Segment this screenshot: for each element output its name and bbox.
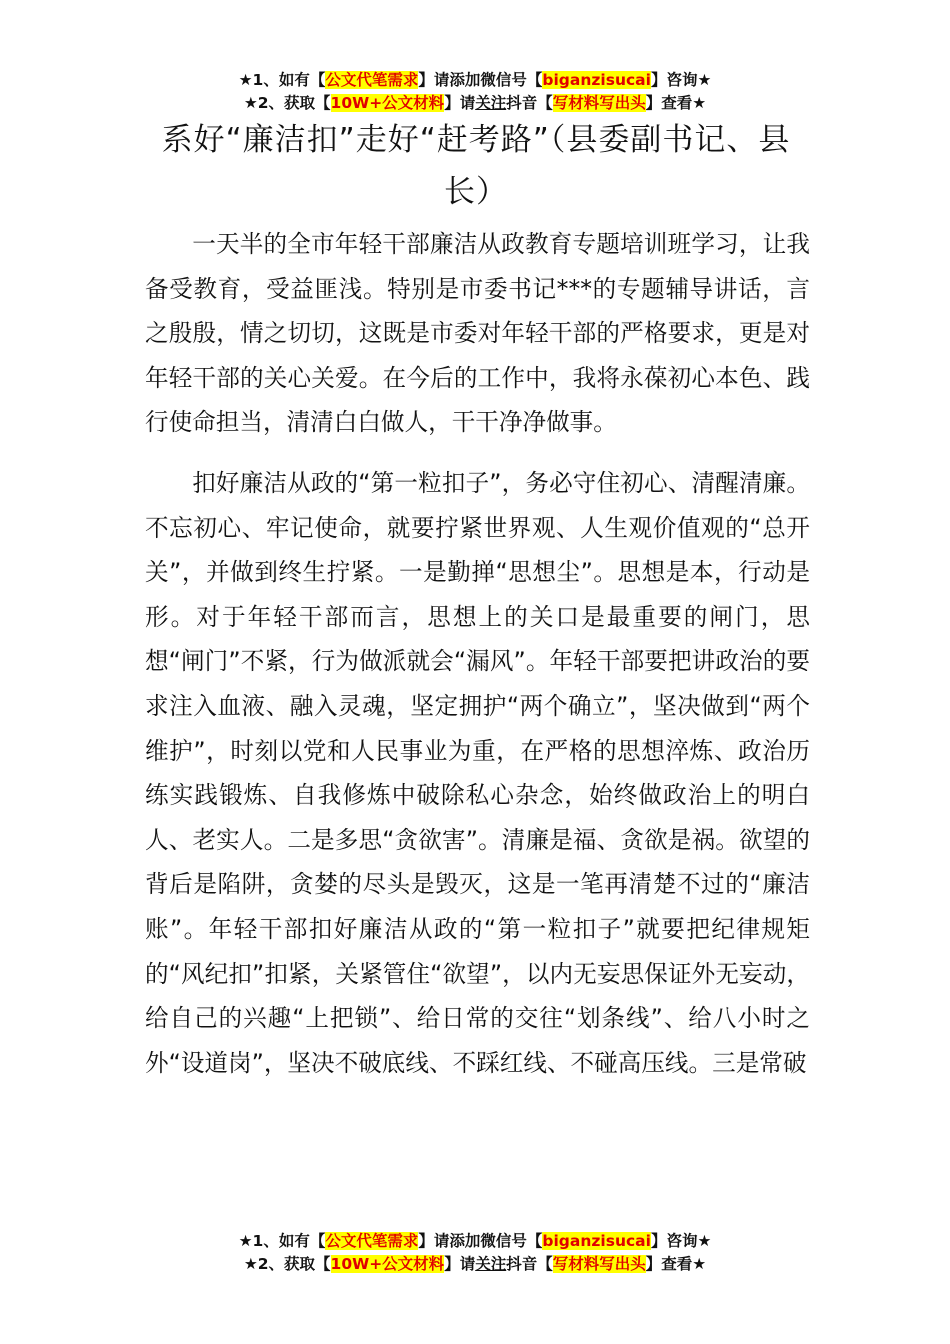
document-title: 系好“廉洁扣”走好“赶考路”（县委副书记、县长） (161, 122, 791, 210)
banner-text: 微信号【 (480, 1232, 543, 1250)
banner-text: 】请 (418, 71, 450, 89)
banner-text: 添加 (449, 1232, 481, 1250)
document-body (145, 222, 810, 1101)
paragraph-2: 扣好廉洁从政的“第一粒扣子”，务必守住初心、清醒清廉。不忘初心、牢记使命，就要拧紧世界观、人生观价值观的“总开关”，并做到终生拧紧。一是勤掸“思想尘”。思想是本，行动是形。对于年轻干部而言，思想上的关口是最重要的闸门，思想“闸门”不紧，行为做派就会“漏风”。年轻干部要把讲政治的要求注入血液、融入灵魂，坚定拥护“两个确立”，坚决做到“两个维护”，时刻以党和人民事业为重，在严格的思想淬炼、政治历练实践锻炼、自我修炼中破除私心杂念，始终做政治上的明白人、老实人。二是多思“贪欲害”。清廉是福、贪欲是祸。欲望的背后是陷阱，贪婪的尽头是毁灭，这是一笔再清楚不过的“廉洁账”。年轻干部扣好廉洁从政的“第一粒扣子”就要把纪律规矩的“风纪扣”扣紧，关紧管住“欲望”，以内无妄思保证外无妄动，给自己的兴趣“上把锁”、给日常的交往“划条线”、给八小时之外“设道岗”，坚决不破底线、不踩红线、不碰高压线。三是常破 (145, 468, 810, 1077)
banner-text: 】请 (444, 94, 476, 112)
banner-text: 抖音【 (506, 1255, 553, 1273)
banner-text: ★1、如有【 (238, 71, 326, 89)
highlight-wechat-id: biganzisucai (542, 1232, 651, 1250)
banner-text: ★1、如有【 (238, 1232, 326, 1250)
banner-text: 】请 (418, 1232, 450, 1250)
highlight-writing-service: 公文代笔需求 (325, 71, 419, 89)
highlight-douyin-account: 写材料写出头 (552, 1255, 646, 1273)
banner-line-2 (0, 92, 950, 115)
highlight-materials: 10W+公文材料 (330, 1255, 445, 1273)
banner-text: 微信号【 (480, 71, 543, 89)
banner-text: 关注 (475, 94, 507, 112)
highlight-writing-service: 公文代笔需求 (325, 1232, 419, 1250)
banner-line-1 (0, 1230, 950, 1253)
footer-banner (0, 1230, 950, 1276)
banner-text: 】查看★ (645, 94, 707, 112)
paragraph-1: 一天半的全市年轻干部廉洁从政教育专题培训班学习，让我备受教育，受益匪浅。特别是市委书记***的专题辅导讲话，言之殷殷，情之切切，这既是市委对年轻干部的严格要求，更是对年轻干部的关心关爱。在今后的工作中，我将永葆初心本色、践行使命担当，清清白白做人，干干净净做事。 (145, 230, 810, 437)
highlight-materials: 10W+公文材料 (330, 94, 445, 112)
highlight-douyin-account: 写材料写出头 (552, 94, 646, 112)
banner-text: 】咨询★ (650, 71, 712, 89)
banner-text: 添加 (449, 71, 481, 89)
banner-text: 】咨询★ (650, 1232, 712, 1250)
banner-text: ★2、获取【 (243, 94, 331, 112)
banner-text: ★2、获取【 (243, 1255, 331, 1273)
header-banner (0, 69, 950, 115)
banner-line-2 (0, 1253, 950, 1276)
banner-text: 关注 (475, 1255, 507, 1273)
banner-line-1 (0, 69, 950, 92)
highlight-wechat-id: biganzisucai (542, 71, 651, 89)
banner-text: 抖音【 (506, 94, 553, 112)
banner-text: 】请 (444, 1255, 476, 1273)
banner-text: 】查看★ (645, 1255, 707, 1273)
